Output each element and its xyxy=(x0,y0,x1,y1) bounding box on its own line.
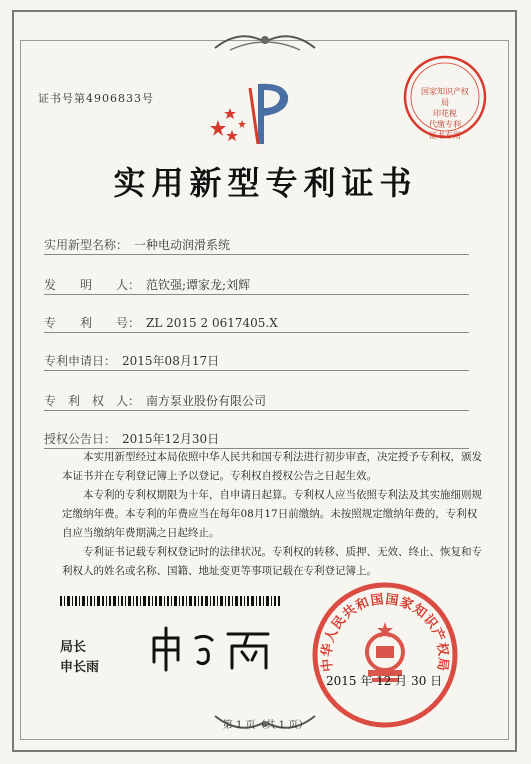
field-value: 南方泵业股份有限公司 xyxy=(146,394,267,408)
body-paragraph: 本实用新型经过本局依照中华人民共和国专利法进行初步审查，决定授予专利权，颁发本证书并在专利登记簿上予以登记。专利权自授权公告之日起生效。 xyxy=(62,451,482,482)
body-paragraph: 专利证书记载专利权登记时的法律状况。专利权的转移、质押、无效、终止、恢复和专利权人的姓名或名称、国籍、地址变更等事项记载在专利登记簿上。 xyxy=(62,546,482,577)
official-seal-icon xyxy=(310,580,460,730)
field-value: 2015年12月30日 xyxy=(122,432,220,446)
tax-seal-outer-text: 国家知识产权局 xyxy=(421,87,469,107)
certificate-title: 实用新型专利证书 xyxy=(113,164,418,202)
tax-seal-line-3: 证书专用 xyxy=(429,131,461,140)
field-label: 专 利 号： xyxy=(44,316,141,330)
field-value: ZL 2015 2 0617405.X xyxy=(146,316,278,330)
field-value: 一种电动润滑系统 xyxy=(134,238,231,252)
divider xyxy=(44,410,469,411)
director-title: 局长 xyxy=(60,640,87,655)
field-label: 发 明 人： xyxy=(44,278,141,292)
page-number: 第 1 页（共 1 页） xyxy=(222,720,309,731)
tax-seal-text xyxy=(418,86,472,141)
field-label: 实用新型名称： xyxy=(44,238,129,252)
field-grant-date xyxy=(44,430,219,447)
field-label: 专 利 权 人： xyxy=(44,394,141,408)
director-signature-icon xyxy=(148,624,278,674)
certificate-number: 证书号第4906833号 xyxy=(38,92,154,105)
tax-seal-line-1: 印花税 xyxy=(433,109,457,118)
seal-date: 2015 年 12 月 30 日 xyxy=(326,674,443,688)
field-label: 专利申请日： xyxy=(44,354,117,368)
top-ornament-icon xyxy=(210,28,320,56)
field-utility-model-name xyxy=(44,236,230,253)
field-patentee xyxy=(44,392,266,409)
field-patent-number xyxy=(44,314,278,331)
patent-office-logo-icon xyxy=(210,78,310,148)
divider xyxy=(44,254,469,255)
field-value: 范钦强;谭家龙;刘辉 xyxy=(146,278,251,292)
field-value: 2015年08月17日 xyxy=(122,354,220,368)
certificate-body xyxy=(62,448,482,581)
divider xyxy=(44,294,469,295)
divider xyxy=(44,370,469,371)
field-inventor xyxy=(44,276,250,293)
tax-seal-line-2: 代缴专利 xyxy=(429,120,461,129)
official-seal-text: 中华人民共和国国家知识产权局 xyxy=(319,592,451,673)
field-filing-date xyxy=(44,352,219,369)
director-name: 申长雨 xyxy=(60,660,100,675)
divider xyxy=(44,332,469,333)
body-paragraph: 本专利的专利权期限为十年，自申请日起算。专利权人应当依照专利法及其实施细则规定缴纳年费。本专利的年费应当在每年08月17日前缴纳。未按照规定缴纳年费的，专利权自应当缴纳年费期满之日起终止。 xyxy=(62,489,482,539)
field-label: 授权公告日： xyxy=(44,432,117,446)
barcode-icon xyxy=(60,596,280,606)
